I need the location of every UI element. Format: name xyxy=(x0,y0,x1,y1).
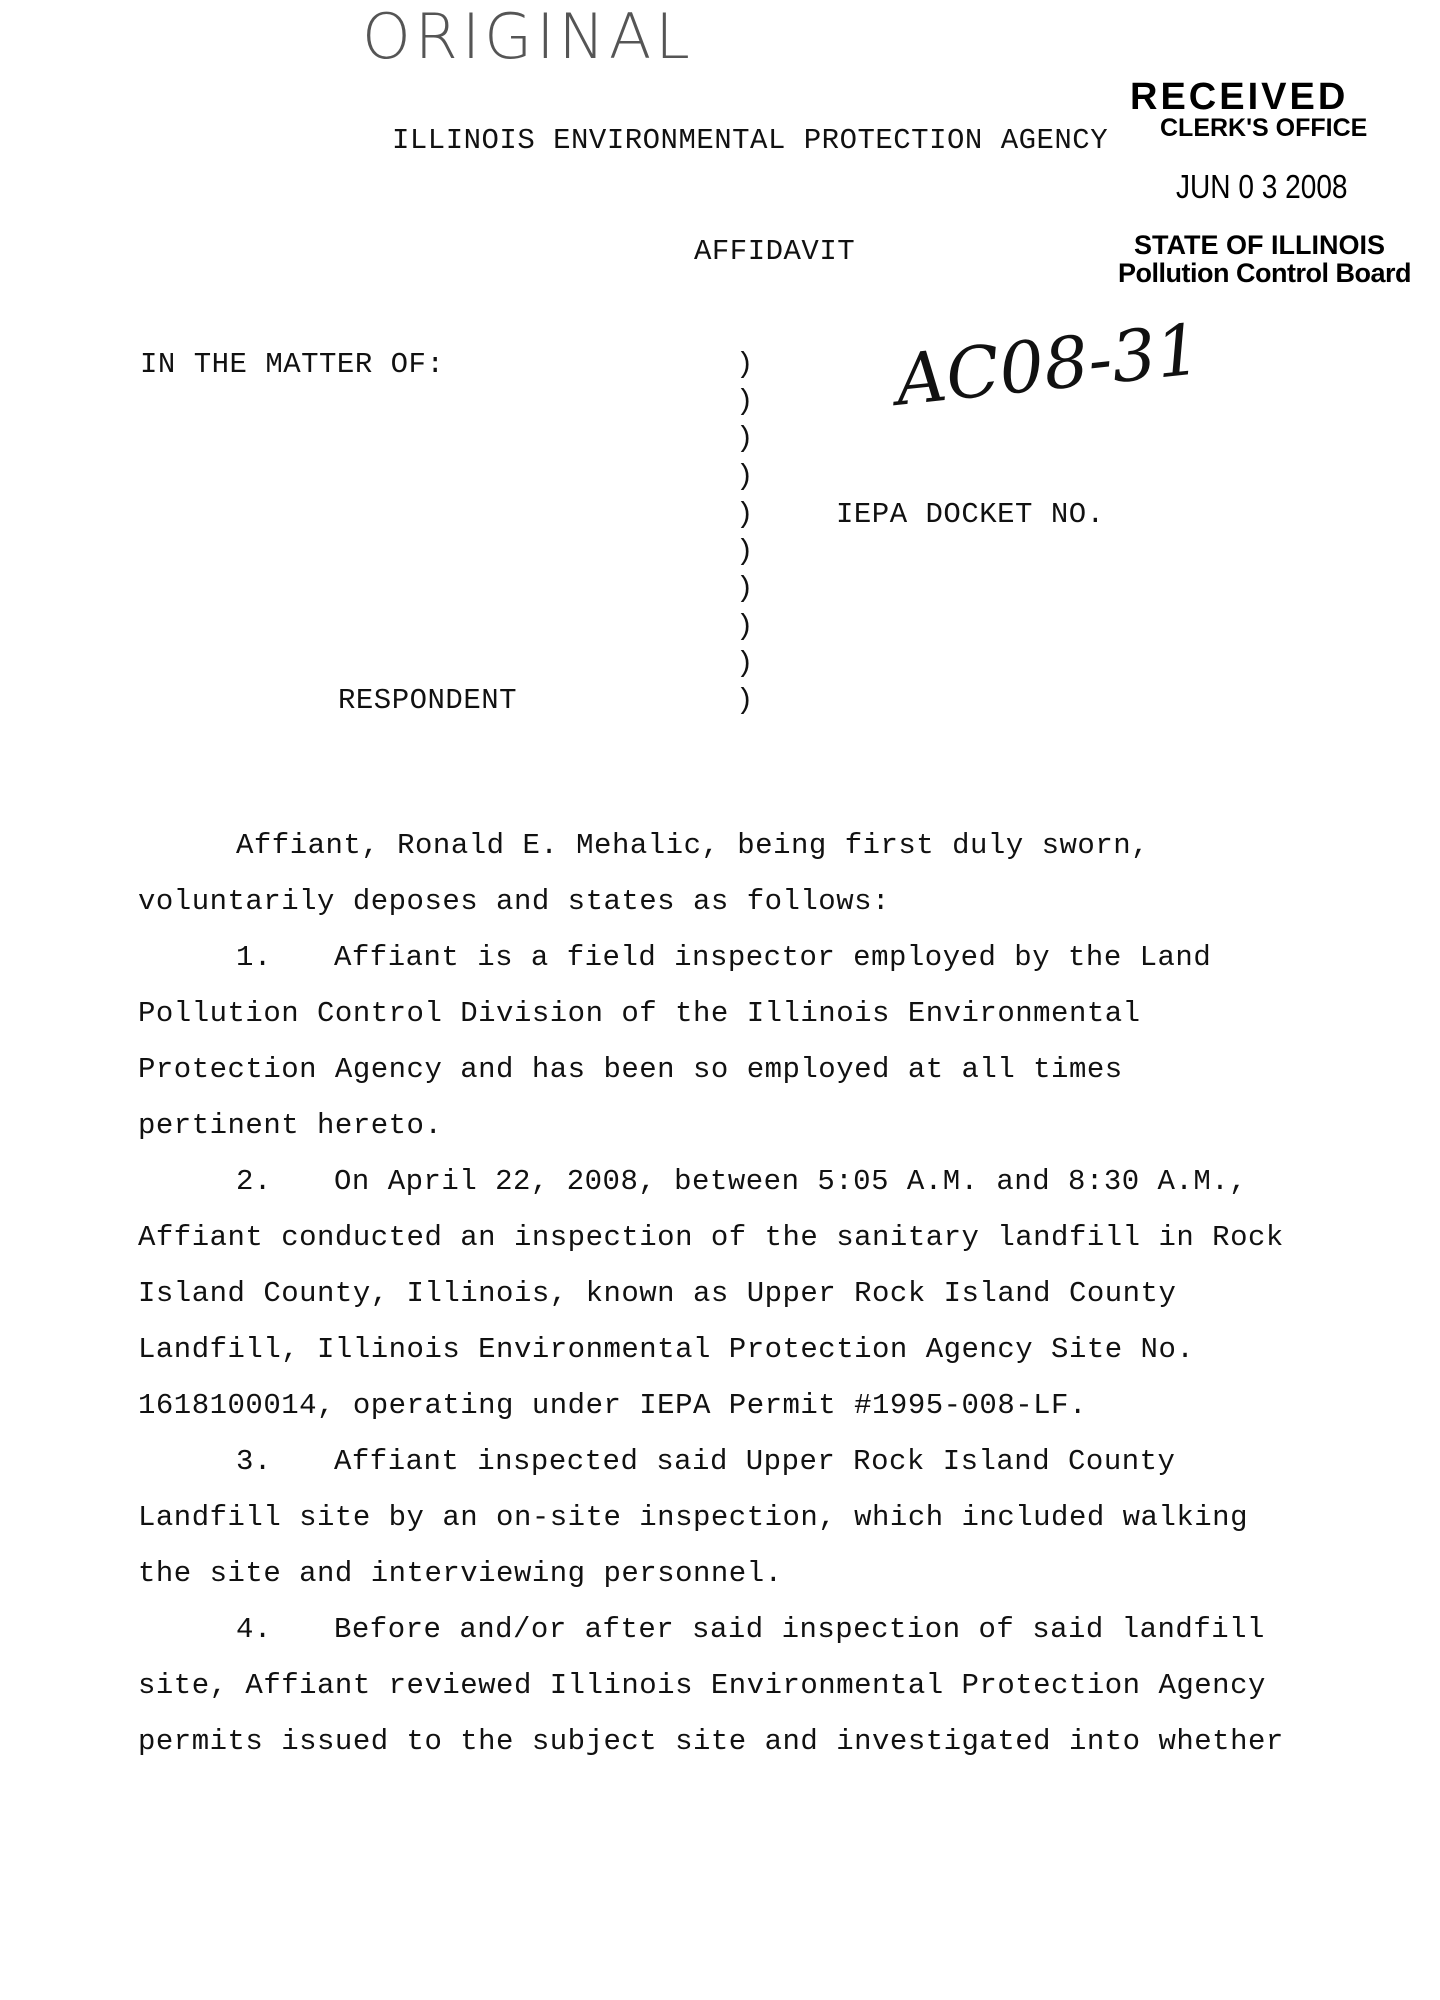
paragraph-1-first-line xyxy=(138,930,1428,986)
received-date-stamp: JUN 0 3 2008 xyxy=(1176,168,1348,205)
matter-label: IN THE MATTER OF: xyxy=(140,348,445,381)
paragraph-1-line: pertinent hereto. xyxy=(138,1109,443,1142)
handwritten-docket-number: AC08-31 xyxy=(891,308,1205,422)
paragraph-4-first-line xyxy=(138,1602,1428,1658)
caption-paren: ) xyxy=(736,535,754,568)
original-stamp: ORIGINAL xyxy=(362,0,694,73)
paragraph-text: Before and/or after said inspection of said landfill xyxy=(334,1613,1265,1646)
paragraph-3-line: Landfill site by an on-site inspection, which included walking xyxy=(138,1501,1248,1534)
paragraph-1-line: Pollution Control Division of the Illinois Environmental xyxy=(138,997,1141,1030)
intro-line: voluntarily deposes and states as follows: xyxy=(138,885,890,918)
docket-label: IEPA DOCKET NO. xyxy=(836,498,1105,531)
paragraph-text: Affiant is a field inspector employed by the Land xyxy=(334,941,1212,974)
paragraph-4-line: permits issued to the subject site and investigated into whether xyxy=(138,1725,1284,1758)
caption-paren: ) xyxy=(736,422,754,455)
caption-paren: ) xyxy=(736,684,754,717)
respondent-label: RESPONDENT xyxy=(338,684,518,717)
paragraph-text: On April 22, 2008, between 5:05 A.M. and 8:30 A.M., xyxy=(334,1165,1248,1198)
caption-paren: ) xyxy=(736,572,754,605)
paragraph-2-line: Affiant conducted an inspection of the sanitary landfill in Rock xyxy=(138,1221,1284,1254)
paragraph-3-first-line xyxy=(138,1434,1428,1490)
caption-paren: ) xyxy=(736,498,754,531)
paragraph-1-line: Protection Agency and has been so employed at all times xyxy=(138,1053,1123,1086)
caption-paren: ) xyxy=(736,610,754,643)
paragraph-2-line: Landfill, Illinois Environmental Protection Agency Site No. xyxy=(138,1333,1195,1366)
agency-heading: ILLINOIS ENVIRONMENTAL PROTECTION AGENCY xyxy=(392,124,1109,157)
board-stamp: Pollution Control Board xyxy=(1118,258,1411,288)
affidavit-body xyxy=(138,818,1428,1770)
paragraph-number: 3. xyxy=(236,1445,272,1478)
paragraph-2-first-line xyxy=(138,1154,1428,1210)
document-title: AFFIDAVIT xyxy=(694,235,856,268)
paragraph-2-line: 1618100014, operating under IEPA Permit #1995-008-LF. xyxy=(138,1389,1087,1422)
paragraph-number: 4. xyxy=(236,1613,272,1646)
caption-paren: ) xyxy=(736,348,754,381)
paragraph-2-line: Island County, Illinois, known as Upper Rock Island County xyxy=(138,1277,1177,1310)
paragraph-3-line: the site and interviewing personnel. xyxy=(138,1557,783,1590)
caption-paren: ) xyxy=(736,460,754,493)
clerks-office-stamp: CLERK'S OFFICE xyxy=(1160,114,1368,142)
paragraph-4-line: site, Affiant reviewed Illinois Environmental Protection Agency xyxy=(138,1669,1266,1702)
received-stamp: RECEIVED xyxy=(1130,76,1349,118)
paragraph-number: 2. xyxy=(236,1165,272,1198)
paragraph-number: 1. xyxy=(236,941,272,974)
paragraph-text: Affiant inspected said Upper Rock Island County xyxy=(334,1445,1176,1478)
intro-line: Affiant, Ronald E. Mehalic, being first duly sworn, xyxy=(236,829,1150,862)
caption-paren: ) xyxy=(736,385,754,418)
state-stamp: STATE OF ILLINOIS xyxy=(1134,230,1385,260)
caption-paren: ) xyxy=(736,647,754,680)
